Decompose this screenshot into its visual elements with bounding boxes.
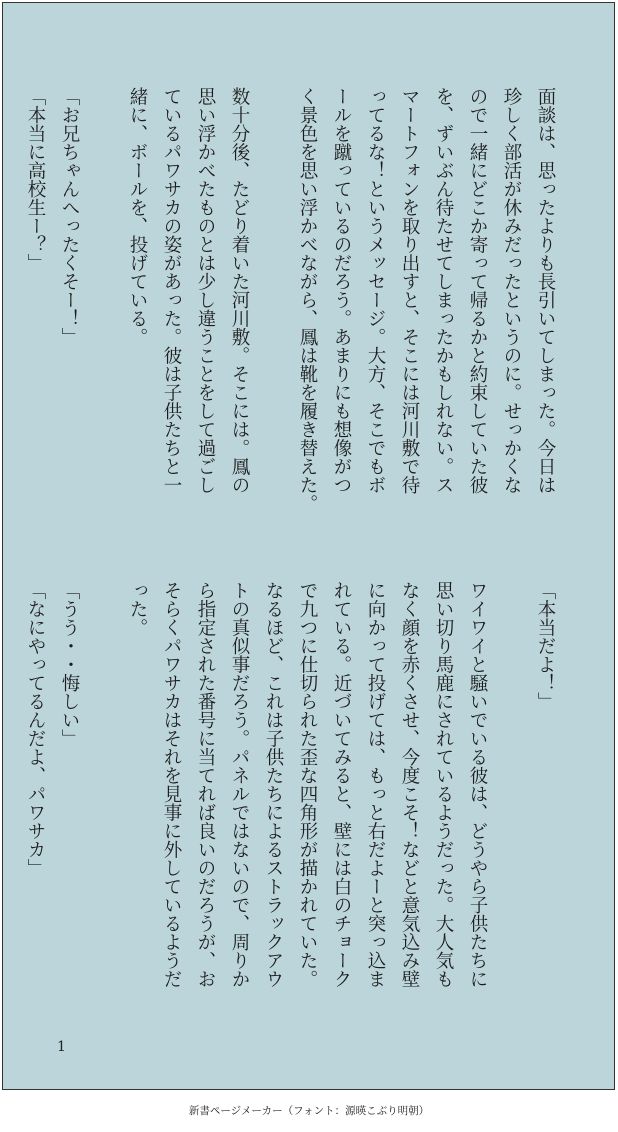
dialogue-line: 「なにやってるんだよ、パワサカ」	[25, 581, 46, 877]
page-number: 1	[57, 1039, 66, 1055]
text-line: ら指定された番号に当てれば良いのだろうが、お	[195, 581, 216, 988]
dialogue-line: 「本当に高校生ー？」	[25, 87, 46, 272]
text-line: 面談は、思ったよりも長引いてしまった。今日は	[535, 87, 556, 494]
dialogue-line: 「お兄ちゃんへったくそー！」	[59, 87, 80, 346]
text-line: れている。近づいてみると、壁には白のチョーク	[331, 581, 352, 988]
text-line: ってるな！というメッセージ。大方、そこでもボ	[365, 87, 386, 494]
text-line-blank	[256, 87, 290, 527]
text-line: 思い浮かべたものとは少し違うことをして過ごし	[195, 87, 216, 494]
text-line-blank	[86, 87, 120, 527]
text-line: トの真似事だろう。パネルではないので、周りか	[229, 581, 250, 988]
text-line: った。	[127, 581, 148, 637]
text-line: 珍しく部活が休みだったというのに。せっかくな	[501, 87, 522, 494]
upper-text-block	[18, 87, 562, 527]
text-line: 緒に、ボールを、投げている。	[127, 87, 148, 346]
text-line: そらくパワサカはそれを見事に外しているようだ	[161, 581, 182, 988]
text-line-blank	[494, 581, 528, 1021]
dialogue-line: 「本当だよ！」	[535, 581, 556, 711]
text-line: ールを蹴っているのだろう。あまりにも想像がつ	[331, 87, 352, 494]
text-line-blank	[86, 581, 120, 1021]
dialogue-line: 「うう・・悔しい」	[59, 581, 80, 748]
text-line: 思い切り馬鹿にされているようだった。大人気も	[433, 581, 454, 988]
text-line: く景色を思い浮かべながら、鳳は靴を履き替えた。	[297, 87, 318, 513]
text-line: なるほど、これは子供たちによるストラックアウ	[263, 581, 284, 988]
text-line: ので一緒にどこか寄って帰るかと約束していた彼	[467, 87, 488, 494]
lower-text-block	[18, 581, 562, 1021]
text-line: で九つに仕切られた歪な四角形が描かれていた。	[297, 581, 318, 988]
text-line: なく顔を赤くさせ、今度こそ！などと意気込み壁	[399, 581, 420, 988]
footer-credit: 新書ページメーカー（フォント：源暎こぶり明朝）	[188, 1105, 430, 1117]
text-line: 数十分後、たどり着いた河川敷。そこには。鳳の	[229, 87, 250, 494]
text-line: に向かって投げては、もっと右だよーと突っ込ま	[365, 581, 386, 988]
text-line: を、ずいぶん待たせてしまったかもしれない。ス	[433, 87, 454, 494]
text-line: ワイワイと騒いでいる彼は、どうやら子供たちに	[467, 581, 488, 988]
book-page	[2, 2, 615, 1090]
text-line: マートフォンを取り出すと、そこには河川敷で待	[399, 87, 420, 494]
text-line: ているパワサカの姿があった。彼は子供たちと一	[161, 87, 182, 494]
